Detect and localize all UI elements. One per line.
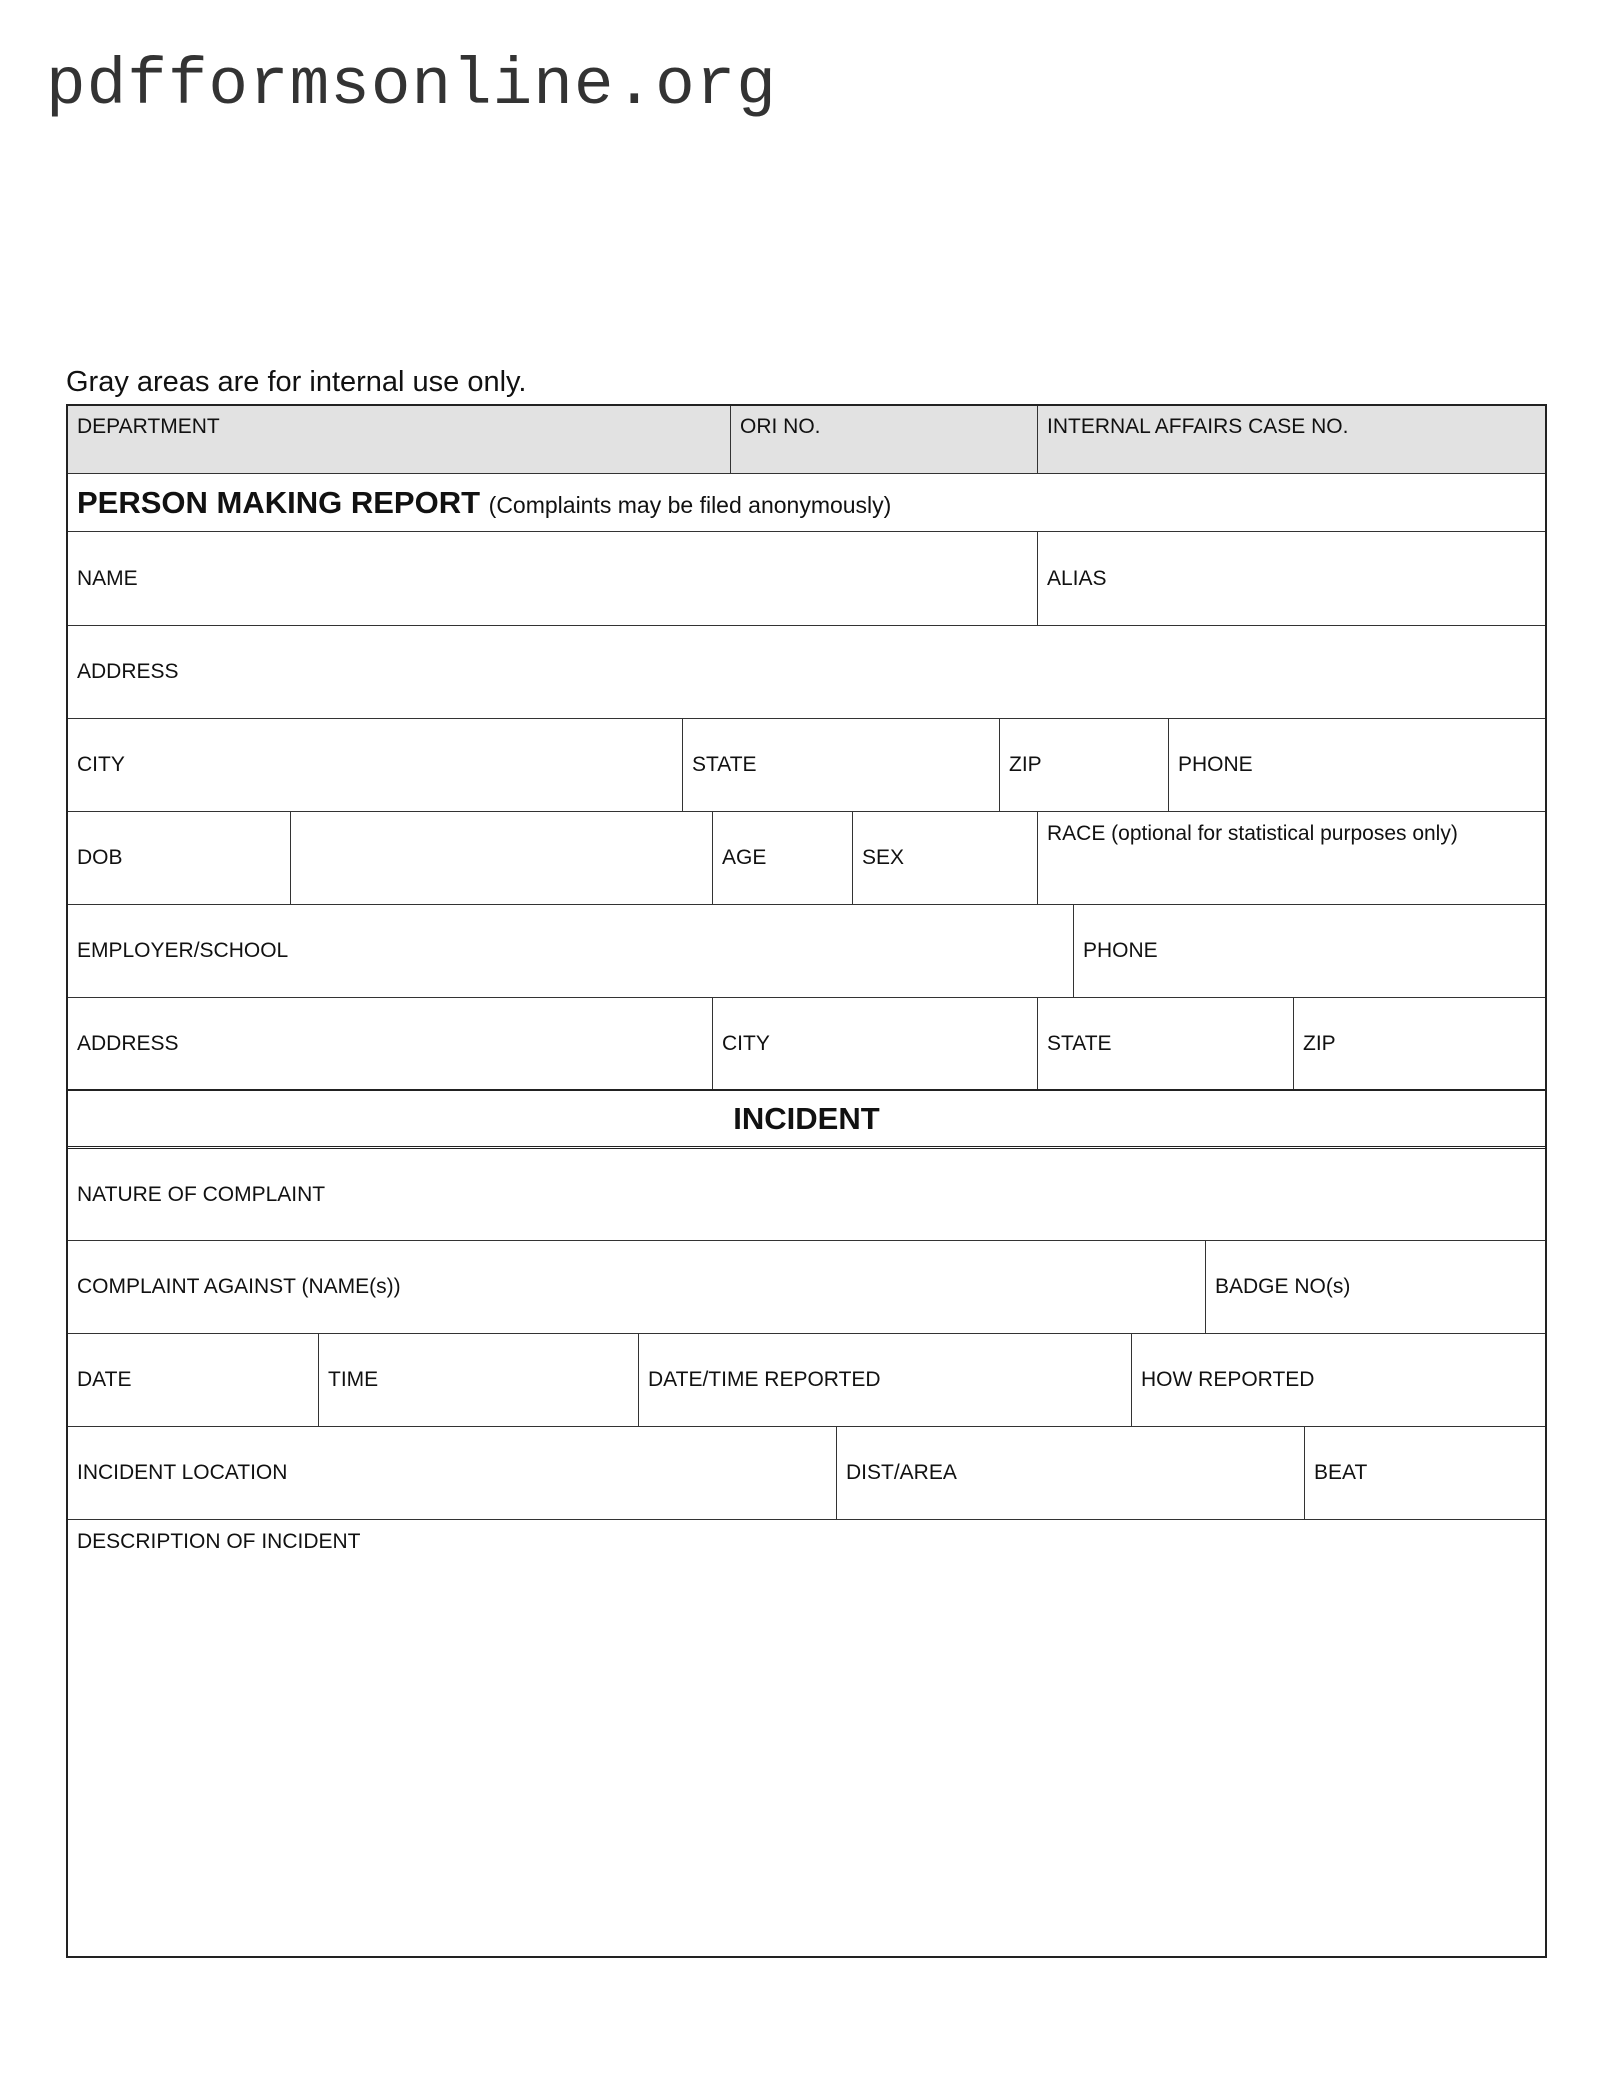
- city-label: CITY: [77, 753, 125, 776]
- zip-label: ZIP: [1009, 753, 1042, 776]
- description-area[interactable]: [68, 1520, 1545, 1956]
- date-row: [68, 1334, 1545, 1427]
- name-label: NAME: [77, 566, 138, 590]
- person-section-subtitle: (Complaints may be filed anonymously): [488, 491, 892, 518]
- alias-field[interactable]: [1038, 532, 1545, 625]
- zip-field[interactable]: [1000, 719, 1169, 811]
- city-row: [68, 719, 1545, 812]
- race-field[interactable]: [1038, 812, 1545, 904]
- incident-section-header: [68, 1091, 1545, 1149]
- phone-field[interactable]: [1169, 719, 1545, 811]
- date-time-reported-label: DATE/TIME REPORTED: [648, 1368, 881, 1391]
- address-row: [68, 626, 1545, 719]
- dob-field[interactable]: [291, 812, 713, 904]
- employer-city-label: CITY: [722, 1031, 770, 1055]
- dob-label: DOB: [77, 846, 123, 869]
- employer-address-label: ADDRESS: [77, 1031, 179, 1055]
- against-row: [68, 1241, 1545, 1334]
- dist-area-label: DIST/AREA: [846, 1461, 957, 1484]
- name-field[interactable]: [68, 532, 1038, 625]
- nature-row: [68, 1149, 1545, 1241]
- employer-zip-label: ZIP: [1303, 1031, 1336, 1055]
- sex-field[interactable]: [853, 812, 1038, 904]
- employer-state-label: STATE: [1047, 1031, 1112, 1055]
- department-label: DEPARTMENT: [77, 415, 220, 438]
- name-row: [68, 532, 1545, 626]
- dist-area-field[interactable]: [837, 1427, 1305, 1519]
- location-label: INCIDENT LOCATION: [77, 1461, 288, 1484]
- watermark-logo: pdfformsonline.org: [46, 48, 777, 123]
- date-label: DATE: [77, 1368, 132, 1391]
- ia-case-no-label: INTERNAL AFFAIRS CASE NO.: [1047, 415, 1349, 438]
- ori-no-field[interactable]: [731, 406, 1038, 473]
- time-label: TIME: [328, 1368, 379, 1391]
- department-field[interactable]: [68, 406, 731, 473]
- ori-no-label: ORI NO.: [740, 415, 821, 438]
- date-time-reported-field[interactable]: [639, 1334, 1132, 1426]
- employer-phone-label: PHONE: [1083, 939, 1158, 962]
- against-field[interactable]: [68, 1241, 1206, 1333]
- date-field[interactable]: [68, 1334, 319, 1426]
- person-section-header: [68, 474, 1545, 532]
- badge-field[interactable]: [1206, 1241, 1545, 1333]
- employer-field[interactable]: [68, 905, 1074, 997]
- person-section-title: PERSON MAKING REPORT (Complaints may be filed anonymously): [77, 484, 892, 520]
- beat-field[interactable]: [1305, 1427, 1545, 1519]
- internal-row: [68, 406, 1545, 474]
- state-field[interactable]: [683, 719, 1000, 811]
- location-row: [68, 1427, 1545, 1520]
- how-reported-field[interactable]: [1132, 1334, 1545, 1426]
- employer-address-row: [68, 998, 1545, 1091]
- employer-row: [68, 905, 1545, 998]
- time-field[interactable]: [319, 1334, 639, 1426]
- race-label: RACE (optional for statistical purposes only): [1047, 822, 1458, 845]
- employer-address-field[interactable]: [68, 998, 713, 1089]
- address-label: ADDRESS: [77, 660, 179, 683]
- phone-label: PHONE: [1178, 753, 1253, 776]
- city-field[interactable]: [68, 719, 683, 811]
- complaint-form: [66, 404, 1547, 1958]
- nature-label: NATURE OF COMPLAINT: [77, 1182, 326, 1206]
- location-field[interactable]: [68, 1427, 837, 1519]
- address-field[interactable]: [68, 626, 1545, 718]
- state-label: STATE: [692, 753, 757, 776]
- alias-label: ALIAS: [1047, 566, 1107, 590]
- sex-label: SEX: [862, 846, 905, 869]
- age-label: AGE: [722, 846, 767, 869]
- employer-state-field[interactable]: [1038, 998, 1294, 1089]
- age-field[interactable]: [713, 812, 853, 904]
- badge-label: BADGE NO(s): [1215, 1275, 1351, 1298]
- employer-zip-field[interactable]: [1294, 998, 1545, 1089]
- employer-city-field[interactable]: [713, 998, 1038, 1089]
- employer-phone-field[interactable]: [1074, 905, 1545, 997]
- description-label: DESCRIPTION OF INCIDENT: [77, 1530, 361, 1553]
- dob-label-cell: [68, 812, 291, 904]
- dob-row: [68, 812, 1545, 905]
- how-reported-label: HOW REPORTED: [1141, 1368, 1315, 1391]
- employer-label: EMPLOYER/SCHOOL: [77, 939, 289, 962]
- incident-section-title: INCIDENT: [733, 1100, 880, 1136]
- against-label: COMPLAINT AGAINST (NAME(s)): [77, 1275, 401, 1298]
- beat-label: BEAT: [1314, 1461, 1368, 1484]
- nature-field[interactable]: [68, 1149, 1545, 1240]
- internal-use-note: Gray areas are for internal use only.: [66, 366, 527, 398]
- ia-case-no-field[interactable]: [1038, 406, 1545, 473]
